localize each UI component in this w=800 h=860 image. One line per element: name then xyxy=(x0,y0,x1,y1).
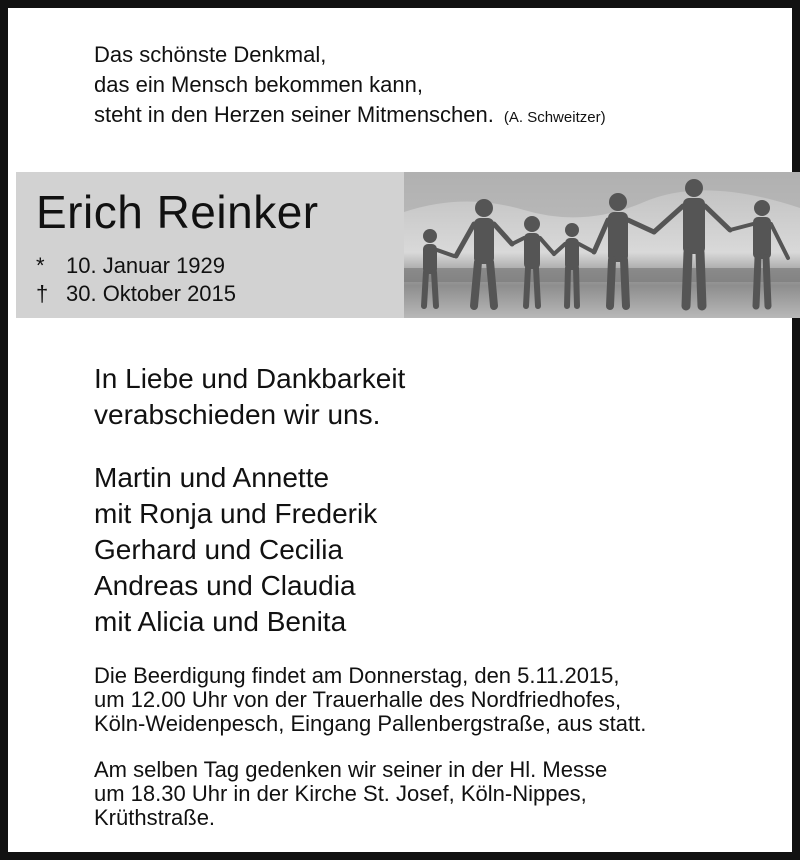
funeral-line: um 12.00 Uhr von der Trauerhalle des Nordfriedhofes, xyxy=(94,687,622,712)
mass-line: Krüthstraße. xyxy=(94,805,216,830)
mass-line: Am selben Tag gedenken wir seiner in der Hl. Messe xyxy=(94,757,608,782)
sea-horizon xyxy=(404,268,800,282)
name-band xyxy=(16,172,800,318)
family-line: mit Ronja und Frederik xyxy=(94,498,378,529)
deceased-name: Erich Reinker xyxy=(36,186,319,238)
mass-line: um 18.30 Uhr in der Kirche St. Josef, Köln-Nippes, xyxy=(94,781,587,806)
funeral-line: Die Beerdigung findet am Donnerstag, den 5.11.2015, xyxy=(94,663,620,688)
funeral-line: Köln-Weidenpesch, Eingang Pallenbergstraße, aus statt. xyxy=(94,711,647,736)
quote-line-text: steht in den Herzen seiner Mitmenschen. xyxy=(94,102,494,127)
family-list xyxy=(94,460,377,640)
farewell-line: In Liebe und Dankbarkeit xyxy=(94,363,406,394)
death-date: 30. Oktober 2015 xyxy=(66,281,237,306)
cross-icon: † xyxy=(36,281,49,306)
farewell-line: verabschieden wir uns. xyxy=(94,399,381,430)
birth-star-icon: * xyxy=(36,253,45,278)
death-row xyxy=(36,280,236,308)
life-dates xyxy=(36,252,236,308)
family-line: Martin und Annette xyxy=(94,462,330,493)
family-line: Andreas und Claudia xyxy=(94,570,356,601)
funeral-details xyxy=(94,664,646,736)
farewell-message xyxy=(94,361,405,433)
family-line: Gerhard und Cecilia xyxy=(94,534,344,565)
quote-author: (A. Schweitzer) xyxy=(503,109,606,126)
quote-line: das ein Mensch bekommen kann, xyxy=(94,72,423,97)
birth-row xyxy=(36,252,236,280)
quote-line: Das schönste Denkmal, xyxy=(94,42,327,67)
mass-details xyxy=(94,758,607,830)
birth-date: 10. Januar 1929 xyxy=(66,253,226,278)
quote-block xyxy=(94,40,606,133)
family-line: mit Alicia und Benita xyxy=(94,606,347,637)
quote-line xyxy=(94,100,606,133)
family-silhouette-photo xyxy=(404,172,800,318)
